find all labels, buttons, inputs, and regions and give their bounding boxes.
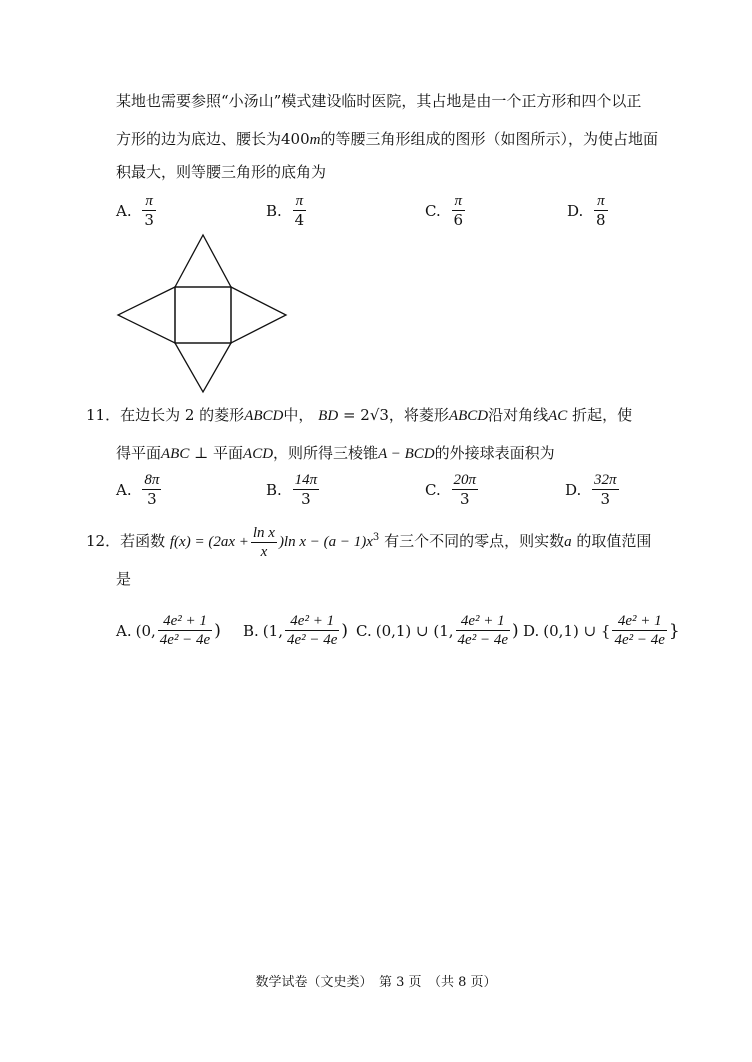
fraction: $\frac{\text{ln x}}{x}$ <box>252 524 275 560</box>
q10-line-2-part-d: 的等腰三角形组成的图形（如图所示），为使占地面 <box>320 130 659 148</box>
option-suffix: ) <box>341 620 349 641</box>
option-label: C. <box>425 201 441 220</box>
option-label: D. <box>523 621 540 640</box>
q10-length: 400 <box>281 130 310 148</box>
fraction: $\frac{8\pi}{3}$ <box>144 472 160 508</box>
perpendicular-symbol: ⊥ <box>194 444 209 462</box>
q10-option-b <box>266 192 308 229</box>
fraction: $\frac{\pi}{4}$ <box>294 193 305 229</box>
q10-line-2 <box>116 129 658 150</box>
q11-abc: ABC <box>161 446 190 462</box>
q10-line-3: 积最大，则等腰三角形的底角为 <box>116 163 327 181</box>
fraction: $\frac{\text{4e² + 1}}{\text{4e² − 4e}}$ <box>614 613 665 648</box>
option-label: A. <box>116 480 132 499</box>
q10-line-1: 某地也需要参照“小汤山”模式建设临时医院，其占地是由一个正方形和四个以正 <box>116 92 642 110</box>
option-prefix: (0,1) ∪ { <box>543 621 611 640</box>
option-label: A. <box>116 621 132 640</box>
fraction: $\frac{14\pi}{3}$ <box>294 472 318 508</box>
q12-text: 的取值范围 <box>576 532 652 550</box>
q11-option-a <box>116 471 163 508</box>
figure-square <box>175 287 231 343</box>
q12-line-1 <box>86 518 651 562</box>
q11-bd: BD <box>318 408 339 424</box>
q12-option-a <box>116 612 221 649</box>
q12-option-c <box>356 612 519 649</box>
q11-option-c <box>425 471 480 508</box>
option-suffix: } <box>668 620 680 641</box>
q12-text: 若函数 <box>120 532 166 550</box>
q10-line-2-part-a: 方形的边为底边、腰长为 <box>116 130 282 148</box>
option-suffix: ) <box>214 620 221 641</box>
figure-triangle-left <box>118 287 175 343</box>
figure-triangle-top <box>175 235 231 287</box>
q12-text: 有三个不同的零点，则实数 <box>384 532 565 550</box>
figure-triangle-bottom <box>175 343 231 392</box>
page-footer: 数学试卷（文史类） 第 3 页 （共 8 页） <box>255 975 497 990</box>
fraction: $\frac{\text{4e² + 1}}{\text{4e² − 4e}}$ <box>286 613 338 648</box>
q10-option-a <box>116 192 158 229</box>
q11-option-d <box>565 471 621 508</box>
option-label: C. <box>425 480 441 499</box>
fraction: $\frac{\text{4e² + 1}}{\text{4e² − 4e}}$ <box>457 613 508 648</box>
q11-tetrahedron: A − BCD <box>378 446 435 462</box>
q12-option-b <box>243 612 348 649</box>
q10-option-d <box>567 192 610 229</box>
q11-text: 得平面 <box>116 444 162 462</box>
q11-line-1 <box>86 405 632 426</box>
q11-option-b <box>266 471 321 508</box>
q11-line-2 <box>116 443 555 464</box>
fraction: $\frac{\text{4e² + 1}}{\text{4e² − 4e}}$ <box>159 613 211 648</box>
option-label: D. <box>567 201 584 220</box>
option-label: C. <box>356 621 372 640</box>
q11-text: 沿对角线 <box>488 406 549 424</box>
option-label: A. <box>116 201 132 220</box>
figure-triangle-right <box>231 287 286 343</box>
q12-function-part-1: f(x) = (2ax + <box>169 534 249 550</box>
q11-abcd: ABCD <box>448 408 489 424</box>
option-prefix: (0, <box>135 621 156 640</box>
q11-abcd: ABCD <box>244 408 284 424</box>
q11-text: 的外接球表面积为 <box>434 444 555 462</box>
question-number: 12． <box>86 532 121 550</box>
q10-unit: m <box>309 132 321 148</box>
q11-bd-value: = 2√3 <box>342 406 389 424</box>
fraction: $\frac{20\pi}{3}$ <box>453 472 477 508</box>
q11-acd: ACD <box>243 446 274 462</box>
q11-text: 平面 <box>213 444 244 462</box>
fraction: $\frac{32\pi}{3}$ <box>594 472 617 508</box>
q11-text: 在边长为 2 的菱形 <box>120 406 245 424</box>
option-prefix: (0,1) ∪ (1, <box>375 621 454 640</box>
q11-text: 折起，使 <box>572 406 633 424</box>
q10-figure <box>112 230 292 396</box>
q11-text: ，则所得三棱锥 <box>273 444 379 462</box>
q11-ac: AC <box>548 408 568 424</box>
q10-option-c <box>425 192 467 229</box>
option-label: B. <box>243 621 259 640</box>
option-label: B. <box>266 201 282 220</box>
option-suffix: ) <box>511 620 519 641</box>
option-prefix: (1, <box>262 621 283 640</box>
q12-line-2: 是 <box>116 570 132 588</box>
exponent: 3 <box>372 532 380 543</box>
q12-function-part-2: )ln x − (a − 1)x <box>278 534 373 550</box>
q11-text: 中， <box>283 406 314 424</box>
q12-option-d <box>523 612 680 649</box>
option-label: D. <box>565 480 582 499</box>
question-number: 11． <box>86 406 121 424</box>
option-label: B. <box>266 480 282 499</box>
q11-text: ，将菱形 <box>388 406 449 424</box>
fraction: $\frac{\pi}{3}$ <box>144 193 154 229</box>
fraction: $\frac{\pi}{8}$ <box>596 193 606 229</box>
fraction: $\frac{\pi}{6}$ <box>453 193 464 229</box>
q12-a: a <box>564 534 572 550</box>
